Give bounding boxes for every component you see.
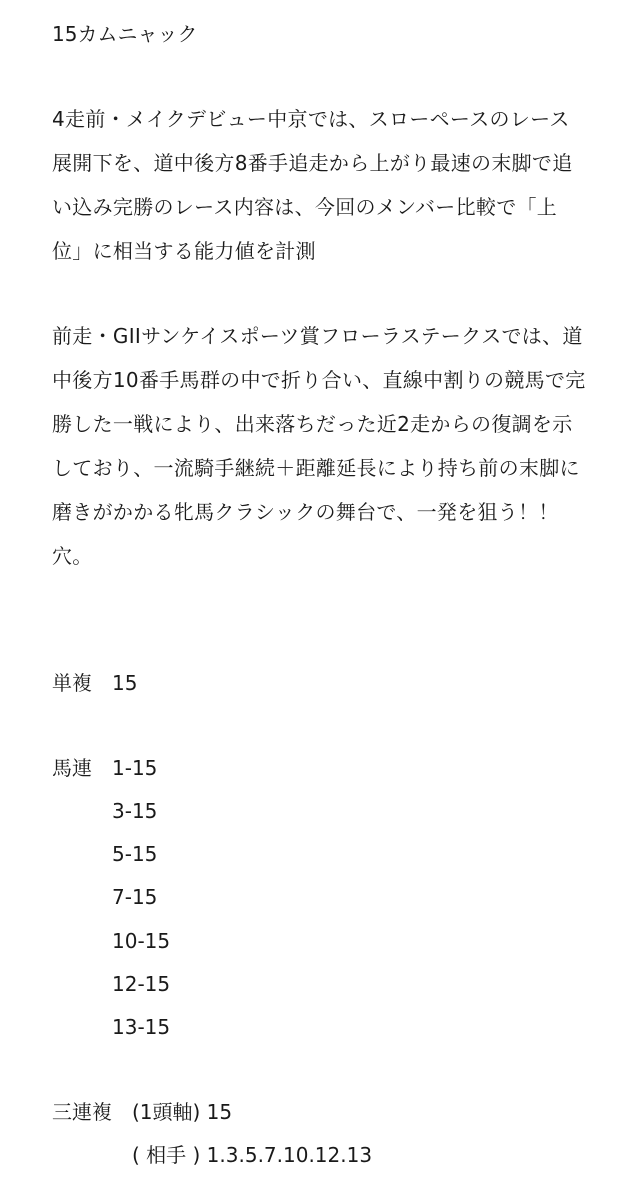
umaren-combo: 3-15 [112, 799, 158, 823]
tansho-label: 単複 [52, 671, 92, 695]
umaren-combo: 13-15 [112, 1015, 171, 1039]
paragraph-debut-race [52, 97, 612, 273]
paragraph-line: 磨きがかかる牝馬クラシックの舞台で、一発を狙う！！ [52, 500, 559, 524]
paragraph-line: 勝した一戦により、出来落ちだった近2走からの復調を示 [52, 412, 573, 436]
paragraph-line: 4走前・メイクデビュー中京では、スローペースのレース [52, 107, 570, 131]
umaren-label: 馬連 [52, 756, 92, 780]
sanrenpuku-axis: (1頭軸) 15 [132, 1100, 233, 1124]
umaren-combo: 1-15 [112, 756, 158, 780]
paragraph-line: 展開下を、道中後方8番手追走から上がり最速の末脚で追 [52, 151, 573, 175]
paragraph-line: 穴。 [52, 544, 93, 568]
paragraph-last-race [52, 314, 612, 578]
paragraph-line: い込み完勝のレース内容は、今回のメンバー比較で「上 [52, 195, 558, 219]
paragraph-line: 中後方10番手馬群の中で折り合い、直線中割りの競馬で完 [52, 368, 586, 392]
umaren-combo: 7-15 [112, 885, 158, 909]
paragraph-line: 位」に相当する能力値を計測 [52, 239, 316, 263]
umaren-combo: 10-15 [112, 929, 171, 953]
horse-title: 15カムニャック [52, 22, 198, 46]
tansho-value: 15 [112, 671, 138, 695]
paragraph-line: 前走・GIIサンケイスポーツ賞フローラステークスでは、道 [52, 324, 583, 348]
umaren-combo: 5-15 [112, 842, 158, 866]
sanrenpuku-label: 三連複 [52, 1100, 112, 1124]
umaren-combo: 12-15 [112, 972, 171, 996]
paragraph-line: しており、一流騎手継続＋距離延長により持ち前の末脚に [52, 456, 580, 480]
sanrenpuku-partners: ( 相手 ) 1.3.5.7.10.12.13 [132, 1143, 373, 1167]
